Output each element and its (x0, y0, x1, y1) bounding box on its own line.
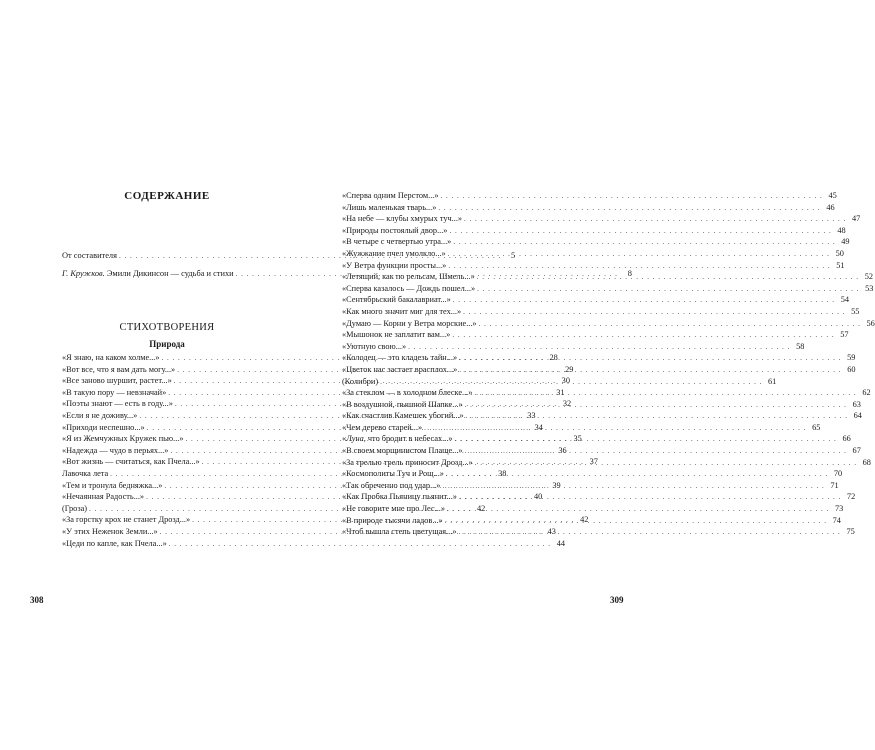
toc-entry-title: «Все заново шуршит, растет...» (62, 376, 172, 386)
toc-entry-title: «Колодец — это кладезь тайн...» (342, 353, 458, 363)
toc-row[interactable] (342, 202, 835, 214)
toc-entry-title: «Луна, что бродит в небесах...» (342, 434, 453, 444)
toc-row[interactable] (342, 341, 805, 353)
toc-entry-title: «Сентябрьский бакалавриат...» (342, 295, 451, 305)
italic-word: Луна (346, 434, 364, 444)
toc-entry-title: «Как Пробка Пьяницу пьянит...» (342, 492, 457, 502)
toc-entry-page: 62 (862, 388, 871, 398)
dot-leader (449, 226, 831, 238)
essay-title: Эмили Дикинсон — судьба и стихи (104, 269, 234, 278)
toc-entry-page: 32 (562, 399, 572, 409)
dot-leader (447, 504, 829, 516)
toc-row[interactable] (342, 491, 856, 503)
toc-entry-page: 70 (833, 469, 843, 479)
toc-entry-page: 35 (573, 434, 582, 444)
toc-entry-page: 40 (534, 492, 543, 502)
dot-leader (459, 353, 841, 365)
toc-entry-title: «Нечаянная Радость...» (62, 492, 145, 502)
dot-leader (455, 434, 837, 446)
dot-leader (446, 469, 828, 481)
toc-row[interactable] (342, 213, 861, 225)
toc-row[interactable] (342, 225, 846, 237)
dot-leader (453, 237, 835, 249)
toc-entry-title: «Поэты знают — есть в году...» (62, 399, 173, 409)
page-number-left: 308 (30, 595, 44, 605)
toc-entry-title: «Сперва казалось — Дождь пошел...» (342, 283, 476, 293)
toc-entry-page: 58 (796, 341, 805, 351)
dot-leader (448, 249, 830, 261)
toc-entry-page: 66 (842, 434, 851, 444)
toc-entry-page: 60 (847, 364, 856, 374)
dot-leader (408, 342, 790, 354)
toc-entry-title: «Космополиты Туч и Рощ...» (342, 469, 444, 479)
toc-entry-title: «Я знаю, на каком холме...» (62, 353, 160, 362)
toc-entry-page: 31 (556, 387, 565, 397)
toc-row[interactable] (342, 260, 845, 272)
toc-entry-page: 37 (589, 457, 598, 467)
toc-entry-page: 72 (846, 492, 856, 502)
toc-entry-page: 59 (847, 353, 856, 363)
dot-leader (445, 516, 827, 528)
dot-leader (463, 307, 845, 319)
toc-entry-page: 61 (768, 376, 777, 386)
toc-entry-page: 73 (834, 504, 844, 514)
toc-entry-page: 51 (836, 260, 845, 270)
toc-row[interactable] (342, 352, 856, 364)
toc-row[interactable] (342, 306, 860, 318)
toc-entry-title: «Уютную свою...» (342, 341, 407, 351)
toc-entry-title: (Гроза) (62, 503, 88, 513)
toc-row[interactable] (342, 236, 850, 248)
toc-entry-page: 45 (828, 191, 837, 200)
toc-entry-title: «Как много значит миг для тех...» (342, 306, 462, 316)
toc-entry-page: 56 (866, 318, 875, 328)
toc-row[interactable] (342, 283, 874, 295)
toc-entry-page: 39 (552, 480, 561, 490)
toc-entry-title: Лавочка лета (62, 468, 109, 478)
toc-entry-title: «Как счастлив Камешек убогий...» (342, 411, 464, 421)
dot-leader (466, 411, 848, 423)
dot-leader (479, 319, 861, 331)
dot-leader (477, 272, 859, 284)
toc-entry-title: «На небе — клубы хмурых туч...» (342, 214, 463, 224)
toc-entry-title: «В такую пору — невзначай» (62, 387, 167, 397)
toc-entry-title: «В воздушной, пышной Шапке...» (342, 399, 463, 409)
dot-leader (442, 481, 824, 493)
toc-entry-title: «За трелью трель приносит Дрозд...» (342, 457, 473, 467)
toc-entry-page: 50 (835, 248, 844, 258)
toc-entry-page: 71 (830, 480, 839, 490)
toc-entry-title (62, 265, 234, 283)
dot-leader (448, 261, 830, 273)
toc-entry-page: 44 (556, 538, 565, 548)
toc-entry-page: 55 (851, 306, 860, 316)
toc-entry-title: «Тем и тронула бедняжка...» (62, 480, 163, 490)
toc-entry-title: «Жужжание пчел умолкло...» (342, 248, 446, 258)
toc-entry-page: 30 (561, 376, 570, 386)
toc-row[interactable] (342, 190, 837, 202)
toc-entry-title: «Цеди по капле, как Пчела...» (62, 538, 167, 548)
toc-entry-title: «В природе тысячи ладов...» (342, 515, 443, 525)
toc-entry-title: «Цветок нас застает врасплох...» (342, 364, 458, 374)
toc-entry-title: «Чем дерево старей...» (342, 422, 423, 432)
dot-leader (424, 423, 806, 435)
toc-entry-title: «Приходи неспешно...» (62, 422, 145, 432)
toc-entry-title: «В четыре с четвертью утра...» (342, 237, 452, 247)
toc-entry-page: 47 (852, 214, 861, 224)
toc-entry-title: «Лишь маленькая тварь...» (342, 202, 437, 212)
toc-entry-page: 43 (547, 526, 556, 536)
right-page (300, 0, 875, 750)
toc-entry-page: 29 (565, 364, 574, 374)
toc-entry-title: «Сперва одним Перстом...» (342, 191, 439, 200)
dot-leader (441, 191, 823, 203)
toc-entry-page: 46 (826, 202, 835, 212)
toc-row[interactable] (342, 329, 849, 341)
toc-entry-page: 68 (862, 457, 871, 467)
toc-row[interactable] (342, 410, 862, 422)
toc-row[interactable] (342, 503, 844, 515)
section-heading: СТИХОТВОРЕНИЯ (119, 322, 215, 333)
toc-row[interactable] (342, 526, 855, 538)
essay-author: Г. Кружков. (62, 269, 105, 278)
toc-entry-title: (Колибри) (342, 376, 379, 386)
toc-entry-page: 5 (511, 251, 516, 260)
toc-row[interactable] (62, 538, 565, 550)
toc-entry-title: «Я из Жемчужных Кружек пью...» (62, 434, 184, 444)
subsection-heading: Природа (149, 339, 185, 349)
toc-entry-page: 42 (477, 503, 486, 513)
toc-entry-page: 48 (837, 225, 846, 235)
dot-leader (459, 492, 841, 504)
dot-leader (475, 458, 857, 470)
toc-entry-page: 52 (864, 272, 873, 282)
dot-leader (477, 284, 859, 296)
page-number-right: 309 (610, 595, 624, 605)
dot-leader (458, 527, 840, 539)
toc-entry-title: «Летящий, как по рельсам, Шмель...» (342, 272, 475, 282)
toc-entry-page: 42 (580, 515, 589, 525)
toc-entry-page: 65 (812, 422, 821, 432)
toc-entry-title: «Вот жизнь — считаться, как Пчела...» (62, 457, 200, 467)
toc-entry-page: 54 (840, 295, 850, 305)
toc-entry-page: 36 (558, 445, 567, 455)
toc-entry-title: «Не говорите мне про Лес...» (342, 504, 445, 514)
toc-entry-page: 53 (865, 283, 874, 293)
dot-leader (474, 388, 856, 400)
toc-row[interactable] (342, 294, 850, 306)
toc-entry-page: 8 (627, 269, 632, 278)
toc-entry-title: «Думаю — Корни у Ветра морские...» (342, 318, 477, 328)
toc-row[interactable] (342, 422, 821, 434)
dot-leader (465, 446, 847, 458)
toc-entry-page: 75 (846, 527, 855, 537)
toc-entry-title: «Природы постоялый двор...» (342, 225, 448, 235)
toc-entry-title: «Так обреченно под удар...» (342, 480, 441, 490)
toc-entry-page: 33 (527, 410, 536, 420)
toc-entry-title: «У Ветра функции просты...» (342, 260, 447, 270)
toc-row[interactable] (342, 248, 844, 260)
toc-entry-page: 49 (841, 237, 850, 247)
toc-entry-page: 63 (852, 399, 861, 409)
toc-entry-page: 74 (832, 515, 841, 525)
dot-leader (464, 214, 846, 226)
toc-entry-title: От составителя (62, 251, 117, 260)
toc-entry-title: «Вот все, что я вам дать могу...» (62, 364, 176, 374)
toc-entry-title: «За стеклом — в холодном блеске...» (342, 388, 473, 398)
toc-row[interactable] (342, 318, 875, 330)
dot-leader (459, 365, 841, 377)
toc-entry-page: 64 (853, 411, 862, 421)
dot-leader (465, 400, 847, 412)
toc-entry-title: «За горстку крох не станет Дрозд...» (62, 515, 191, 525)
toc-entry-page: 67 (852, 446, 861, 456)
toc-entry-title: «Надежда — чудо в перьях...» (62, 445, 169, 455)
dot-leader (438, 203, 820, 215)
toc-entry-page: 34 (534, 422, 543, 432)
dot-leader (453, 295, 835, 307)
dot-leader (452, 330, 834, 342)
toc-entry-page: 28 (549, 353, 558, 362)
toc-entry-title: «Если я не доживу...» (62, 410, 138, 420)
toc-row[interactable] (342, 468, 843, 480)
toc-entry-title: «В своем морщинистом Плаще...» (342, 446, 463, 456)
toc-entry-title: «Мышонок не заплатит вам...» (342, 330, 451, 340)
toc-row[interactable] (342, 271, 873, 283)
toc-entry-page: 57 (840, 330, 849, 340)
toc-entry-page: 38 (498, 468, 507, 478)
toc-entry-title: «У этих Неженок Земли...» (62, 526, 158, 536)
toc-entry-title: «Чтоб вышла степь цветущая...» (342, 527, 457, 537)
page-title: СОДЕРЖАНИЕ (124, 190, 210, 202)
